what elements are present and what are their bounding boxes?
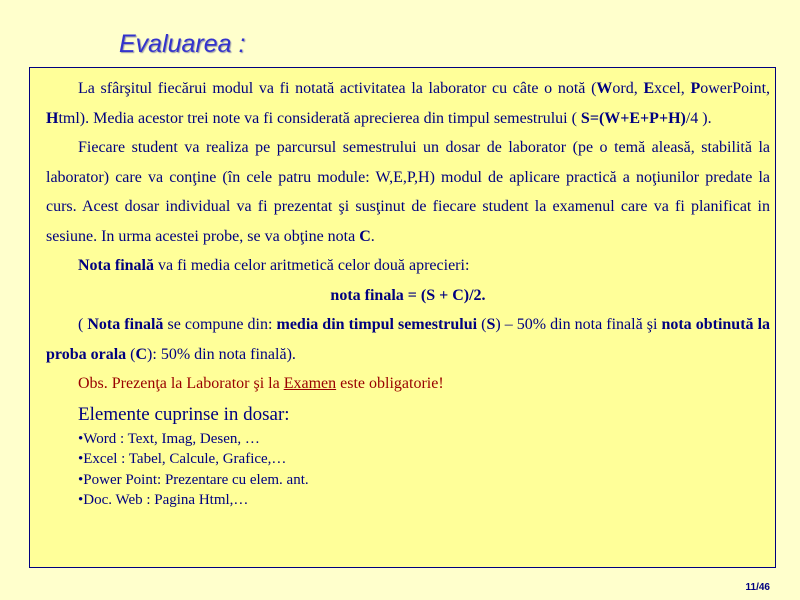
list-item: • Doc. Web : Pagina Html,… bbox=[78, 490, 770, 511]
text: ): 50% din nota finală). bbox=[147, 345, 296, 363]
paragraph-composition bbox=[46, 310, 770, 369]
text: este obligatorie! bbox=[336, 375, 444, 392]
page-number: 11/46 bbox=[745, 582, 770, 593]
text: ( bbox=[78, 316, 88, 333]
content-panel bbox=[29, 67, 776, 568]
text: xcel, bbox=[654, 80, 691, 97]
paragraph-notes bbox=[46, 74, 770, 133]
paragraph-dosar bbox=[46, 133, 770, 251]
bold-text: S bbox=[486, 316, 496, 333]
list-item: • Excel : Tabel, Calcule, Grafice,… bbox=[78, 449, 770, 470]
formula-s: S=(W+E+P+H) bbox=[580, 109, 686, 127]
text: va fi media celor aritmetică celor două aprecieri: bbox=[154, 257, 470, 274]
text: La sfârşitul fiecărui modul va fi notată activitatea la laborator cu câte o notă ( bbox=[78, 80, 597, 97]
formula-line bbox=[46, 281, 770, 311]
examen-link[interactable]: Examen bbox=[283, 375, 337, 392]
final-formula: nota finala = (S + C)/2. bbox=[330, 286, 486, 304]
letter-h: H bbox=[46, 109, 59, 127]
text: tml). Media acestor trei note va fi considerată aprecierea din timpul semestrului ( bbox=[58, 109, 581, 127]
letter-p: P bbox=[690, 80, 701, 97]
text: ( bbox=[477, 316, 487, 333]
text: ord, bbox=[612, 80, 644, 97]
elements-list bbox=[46, 429, 770, 511]
obs-note bbox=[46, 369, 770, 399]
list-item: • Power Point: Prezentare cu elem. ant. bbox=[78, 470, 770, 491]
bold-text: Nota finală bbox=[87, 316, 164, 333]
text: Fiecare student va realiza pe parcursul semestrului un dosar de laborator (pe o temă aleasă, stabilită la laborator) care va conţine (în cele patru module: W,E,P,H) modul de aplicare practică a noţiunilor predate la curs. Acest dosar individual va fi prezentat şi susţinut de fiecare student la examenul care va fi planificat in sesiune. In urma acestei probe, se va obţine nota bbox=[46, 139, 770, 245]
bold-text: media din timpul semestrului bbox=[276, 316, 478, 333]
text: Obs. Prezenţa la Laborator şi la bbox=[78, 375, 284, 392]
text: /4 ). bbox=[685, 109, 712, 127]
bold-text: C bbox=[135, 345, 148, 363]
text: ) – 50% din nota finală şi bbox=[495, 316, 662, 333]
bold-text: nota obtinută la proba orala bbox=[46, 316, 771, 363]
paragraph-nota-finala bbox=[46, 251, 770, 281]
text: . bbox=[370, 227, 375, 245]
letter-c: C bbox=[359, 227, 371, 245]
elements-title: Elemente cuprinse in dosar: bbox=[78, 403, 290, 425]
slide-title: Evaluarea : bbox=[119, 30, 246, 58]
text: ( bbox=[126, 345, 136, 363]
text: owerPoint, bbox=[700, 80, 771, 97]
letter-w: W bbox=[596, 80, 613, 97]
list-item: • Word : Text, Imag, Desen, … bbox=[78, 429, 770, 450]
nota-finala-label: Nota finală bbox=[78, 257, 154, 274]
letter-e: E bbox=[643, 80, 655, 97]
text: se compune din: bbox=[163, 316, 277, 333]
